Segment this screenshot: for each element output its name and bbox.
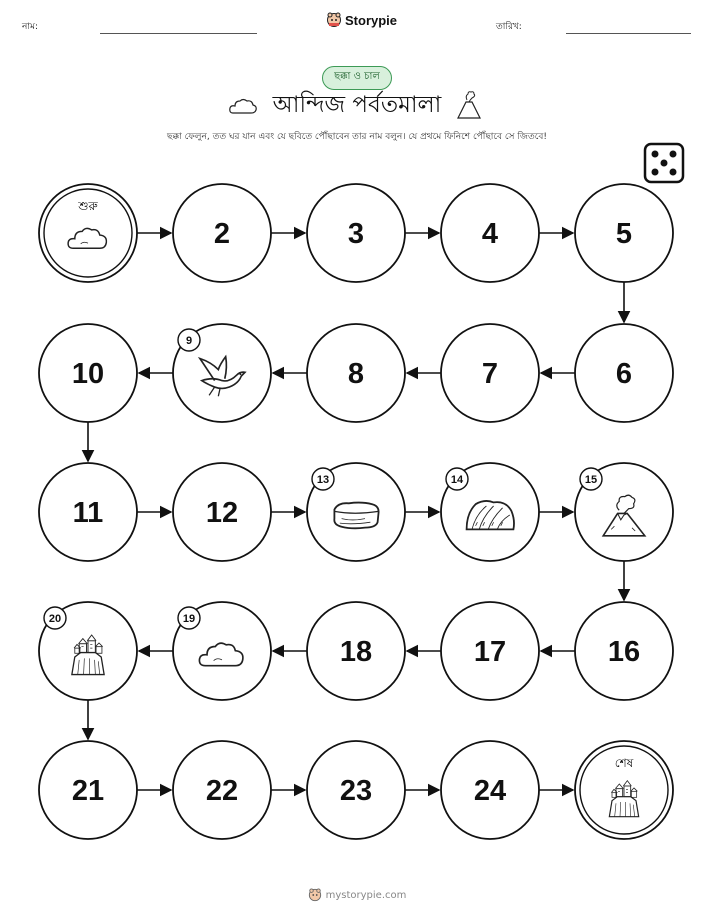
board-cell-16[interactable]: [575, 602, 673, 700]
cell-number: 17: [473, 636, 507, 668]
board-cell-18[interactable]: [307, 602, 405, 700]
board-cell-2[interactable]: [173, 184, 271, 282]
cell-number: 21: [71, 775, 105, 807]
board-cell-17[interactable]: [441, 602, 539, 700]
cell-number-small: 14: [450, 474, 464, 486]
cell-number: 10: [71, 358, 105, 390]
board-cell-10[interactable]: [39, 324, 137, 422]
board-cell-20[interactable]: [39, 602, 137, 700]
cell-number: 4: [481, 218, 499, 250]
end-label: শেষ: [614, 756, 634, 770]
board-cell-24[interactable]: [441, 741, 539, 839]
cell-number: 22: [205, 775, 239, 807]
board-cell-23[interactable]: [307, 741, 405, 839]
board-cell-4[interactable]: [441, 184, 539, 282]
cell-number: 5: [615, 218, 633, 250]
board-cell-12[interactable]: [173, 463, 271, 561]
board-cells: [39, 184, 673, 839]
cell-number: 11: [72, 497, 104, 529]
brand-name: Storypie: [345, 12, 398, 28]
cell-number: 24: [473, 775, 507, 807]
cell-number-small: 19: [182, 613, 196, 625]
board-cell-22[interactable]: [173, 741, 271, 839]
cell-number: 18: [339, 636, 373, 668]
cell-number: 16: [607, 636, 641, 668]
board-cell-6[interactable]: [575, 324, 673, 422]
board-cell-15[interactable]: [575, 463, 673, 561]
cell-number-small: 20: [48, 613, 62, 625]
date-label: তারিখ:: [496, 22, 522, 32]
storypie-mascot-icon: [308, 888, 322, 902]
instructions-text: ছক্কা ফেলুন, তত ঘর যান এবং যে ছবিতে পৌঁছাবেন তার নাম বলুন। যে প্রথমে ফিনিশে পৌঁছাবে সে জিতবে!: [167, 132, 547, 142]
name-label: নাম:: [22, 22, 39, 32]
page-title: আন্দিজ পর্বতমালা: [272, 92, 442, 118]
board-cell-3[interactable]: [307, 184, 405, 282]
board-cell-7[interactable]: [441, 324, 539, 422]
board-cell-14[interactable]: [441, 463, 539, 561]
cell-number: 3: [347, 218, 365, 250]
cell-number-small: 13: [316, 474, 330, 486]
board-cell-11[interactable]: [39, 463, 137, 561]
cell-number-small: 15: [584, 474, 598, 486]
cell-number: 7: [481, 358, 499, 390]
cell-number: 8: [347, 358, 365, 390]
board-cell-5[interactable]: [575, 184, 673, 282]
board-cell-1[interactable]: [39, 184, 137, 282]
game-type-badge: ছক্কা ও চাল: [322, 66, 392, 90]
footer-url: mystorypie.com: [325, 889, 407, 901]
cell-number: 12: [205, 497, 239, 529]
board-cell-13[interactable]: [307, 463, 405, 561]
board-cell-19[interactable]: [173, 602, 271, 700]
board-cell-25[interactable]: [575, 741, 673, 839]
cell-number-small: 9: [185, 335, 193, 347]
footer: [0, 888, 714, 902]
board-cell-21[interactable]: [39, 741, 137, 839]
board-cell-9[interactable]: [173, 324, 271, 422]
cell-number: 2: [213, 218, 231, 250]
start-label: শুরু: [78, 199, 98, 213]
board-cell-8[interactable]: [307, 324, 405, 422]
cell-number: 6: [615, 358, 633, 390]
cell-number: 23: [339, 775, 373, 807]
